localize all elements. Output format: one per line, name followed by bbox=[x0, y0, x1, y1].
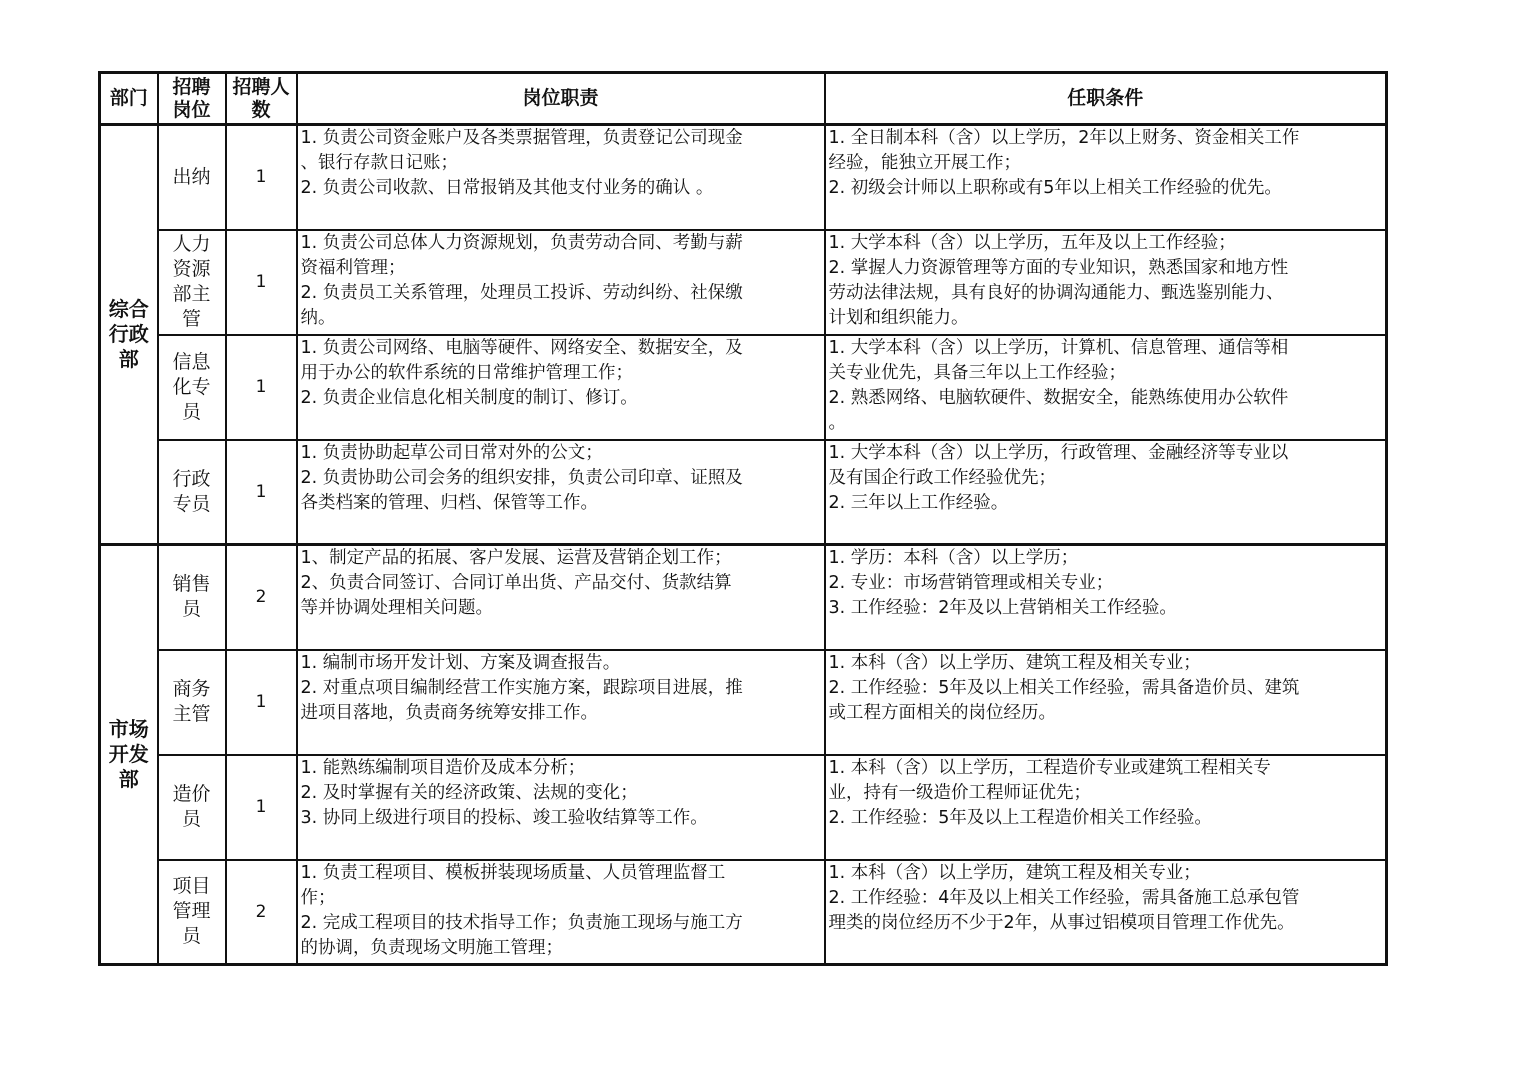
duties-cell: 1. 负责公司资金账户及各类票据管理，负责登记公司现金 、银行存款日记账； 2. 负责公司收款、日常报销及其他支付业务的确认 。 bbox=[297, 125, 825, 230]
duties-cell: 1. 编制市场开发计划、方案及调查报告。 2. 对重点项目编制经营工作实施方案，跟踪项目进展，推 进项目落地，负责商务统筹安排工作。 bbox=[297, 650, 825, 755]
dept-cell-market: 市场 开发 部 bbox=[100, 545, 158, 965]
table-row bbox=[100, 335, 1387, 440]
dept-cell-admin: 综合 行政 部 bbox=[100, 125, 158, 545]
table-row bbox=[100, 440, 1387, 545]
requirements-cell: 1. 全日制本科（含）以上学历，2年以上财务、资金相关工作 经验，能独立开展工作； 2. 初级会计师以上职称或有5年以上相关工作经验的优先。 bbox=[825, 125, 1387, 230]
header-post: 招聘 岗位 bbox=[158, 73, 226, 125]
table-row bbox=[100, 125, 1387, 230]
table-row bbox=[100, 860, 1387, 965]
count-cell: 2 bbox=[226, 545, 297, 650]
requirements-cell: 1. 大学本科（含）以上学历，五年及以上工作经验； 2. 掌握人力资源管理等方面的专业知识，熟悉国家和地方性 劳动法律法规，具有良好的协调沟通能力、甄选鉴别能力、 计划和组织能力。 bbox=[825, 230, 1387, 335]
post-cell: 造价 员 bbox=[158, 755, 226, 860]
header-duties: 岗位职责 bbox=[297, 73, 825, 125]
table-header-row bbox=[100, 73, 1387, 125]
requirements-cell: 1. 本科（含）以上学历，工程造价专业或建筑工程相关专 业，持有一级造价工程师证优先； 2. 工作经验：5年及以上工程造价相关工作经验。 bbox=[825, 755, 1387, 860]
count-cell: 2 bbox=[226, 860, 297, 965]
post-cell: 信息 化专 员 bbox=[158, 335, 226, 440]
table-row bbox=[100, 545, 1387, 650]
duties-cell: 1、制定产品的拓展、客户发展、运营及营销企划工作； 2、负责合同签订、合同订单出货、产品交付、货款结算 等并协调处理相关问题。 bbox=[297, 545, 825, 650]
header-count: 招聘人 数 bbox=[226, 73, 297, 125]
requirements-cell: 1. 学历：本科（含）以上学历； 2. 专业：市场营销管理或相关专业； 3. 工作经验：2年及以上营销相关工作经验。 bbox=[825, 545, 1387, 650]
duties-cell: 1. 负责工程项目、模板拼装现场质量、人员管理监督工 作； 2. 完成工程项目的技术指导工作；负责施工现场与施工方 的协调，负责现场文明施工管理； bbox=[297, 860, 825, 965]
post-cell: 人力 资源 部主 管 bbox=[158, 230, 226, 335]
count-cell: 1 bbox=[226, 440, 297, 545]
table-row bbox=[100, 755, 1387, 860]
duties-cell: 1. 负责协助起草公司日常对外的公文； 2. 负责协助公司会务的组织安排，负责公司印章、证照及 各类档案的管理、归档、保管等工作。 bbox=[297, 440, 825, 545]
count-cell: 1 bbox=[226, 125, 297, 230]
duties-cell: 1. 负责公司网络、电脑等硬件、网络安全、数据安全，及 用于办公的软件系统的日常维护管理工作； 2. 负责企业信息化相关制度的制订、修订。 bbox=[297, 335, 825, 440]
duties-cell: 1. 能熟练编制项目造价及成本分析； 2. 及时掌握有关的经济政策、法规的变化； 3. 协同上级进行项目的投标、竣工验收结算等工作。 bbox=[297, 755, 825, 860]
requirements-cell: 1. 本科（含）以上学历，建筑工程及相关专业； 2. 工作经验：4年及以上相关工作经验，需具备施工总承包管 理类的岗位经历不少于2年，从事过铝模项目管理工作优先。 bbox=[825, 860, 1387, 965]
count-cell: 1 bbox=[226, 230, 297, 335]
table-row bbox=[100, 650, 1387, 755]
post-cell: 项目 管理 员 bbox=[158, 860, 226, 965]
duties-cell: 1. 负责公司总体人力资源规划，负责劳动合同、考勤与薪 资福利管理； 2. 负责员工关系管理，处理员工投诉、劳动纠纷、社保缴 纳。 bbox=[297, 230, 825, 335]
requirements-cell: 1. 大学本科（含）以上学历，计算机、信息管理、通信等相 关专业优先，具备三年以上工作经验； 2. 熟悉网络、电脑软硬件、数据安全，能熟练使用办公软件 。 bbox=[825, 335, 1387, 440]
post-cell: 销售 员 bbox=[158, 545, 226, 650]
post-cell: 出纳 bbox=[158, 125, 226, 230]
post-cell: 行政 专员 bbox=[158, 440, 226, 545]
header-requirements: 任职条件 bbox=[825, 73, 1387, 125]
count-cell: 1 bbox=[226, 335, 297, 440]
post-cell: 商务 主管 bbox=[158, 650, 226, 755]
header-dept: 部门 bbox=[100, 73, 158, 125]
recruitment-table bbox=[98, 71, 1388, 966]
table-row bbox=[100, 230, 1387, 335]
count-cell: 1 bbox=[226, 650, 297, 755]
requirements-cell: 1. 大学本科（含）以上学历，行政管理、金融经济等专业以 及有国企行政工作经验优先； 2. 三年以上工作经验。 bbox=[825, 440, 1387, 545]
requirements-cell: 1. 本科（含）以上学历、建筑工程及相关专业； 2. 工作经验：5年及以上相关工作经验，需具备造价员、建筑 或工程方面相关的岗位经历。 bbox=[825, 650, 1387, 755]
count-cell: 1 bbox=[226, 755, 297, 860]
